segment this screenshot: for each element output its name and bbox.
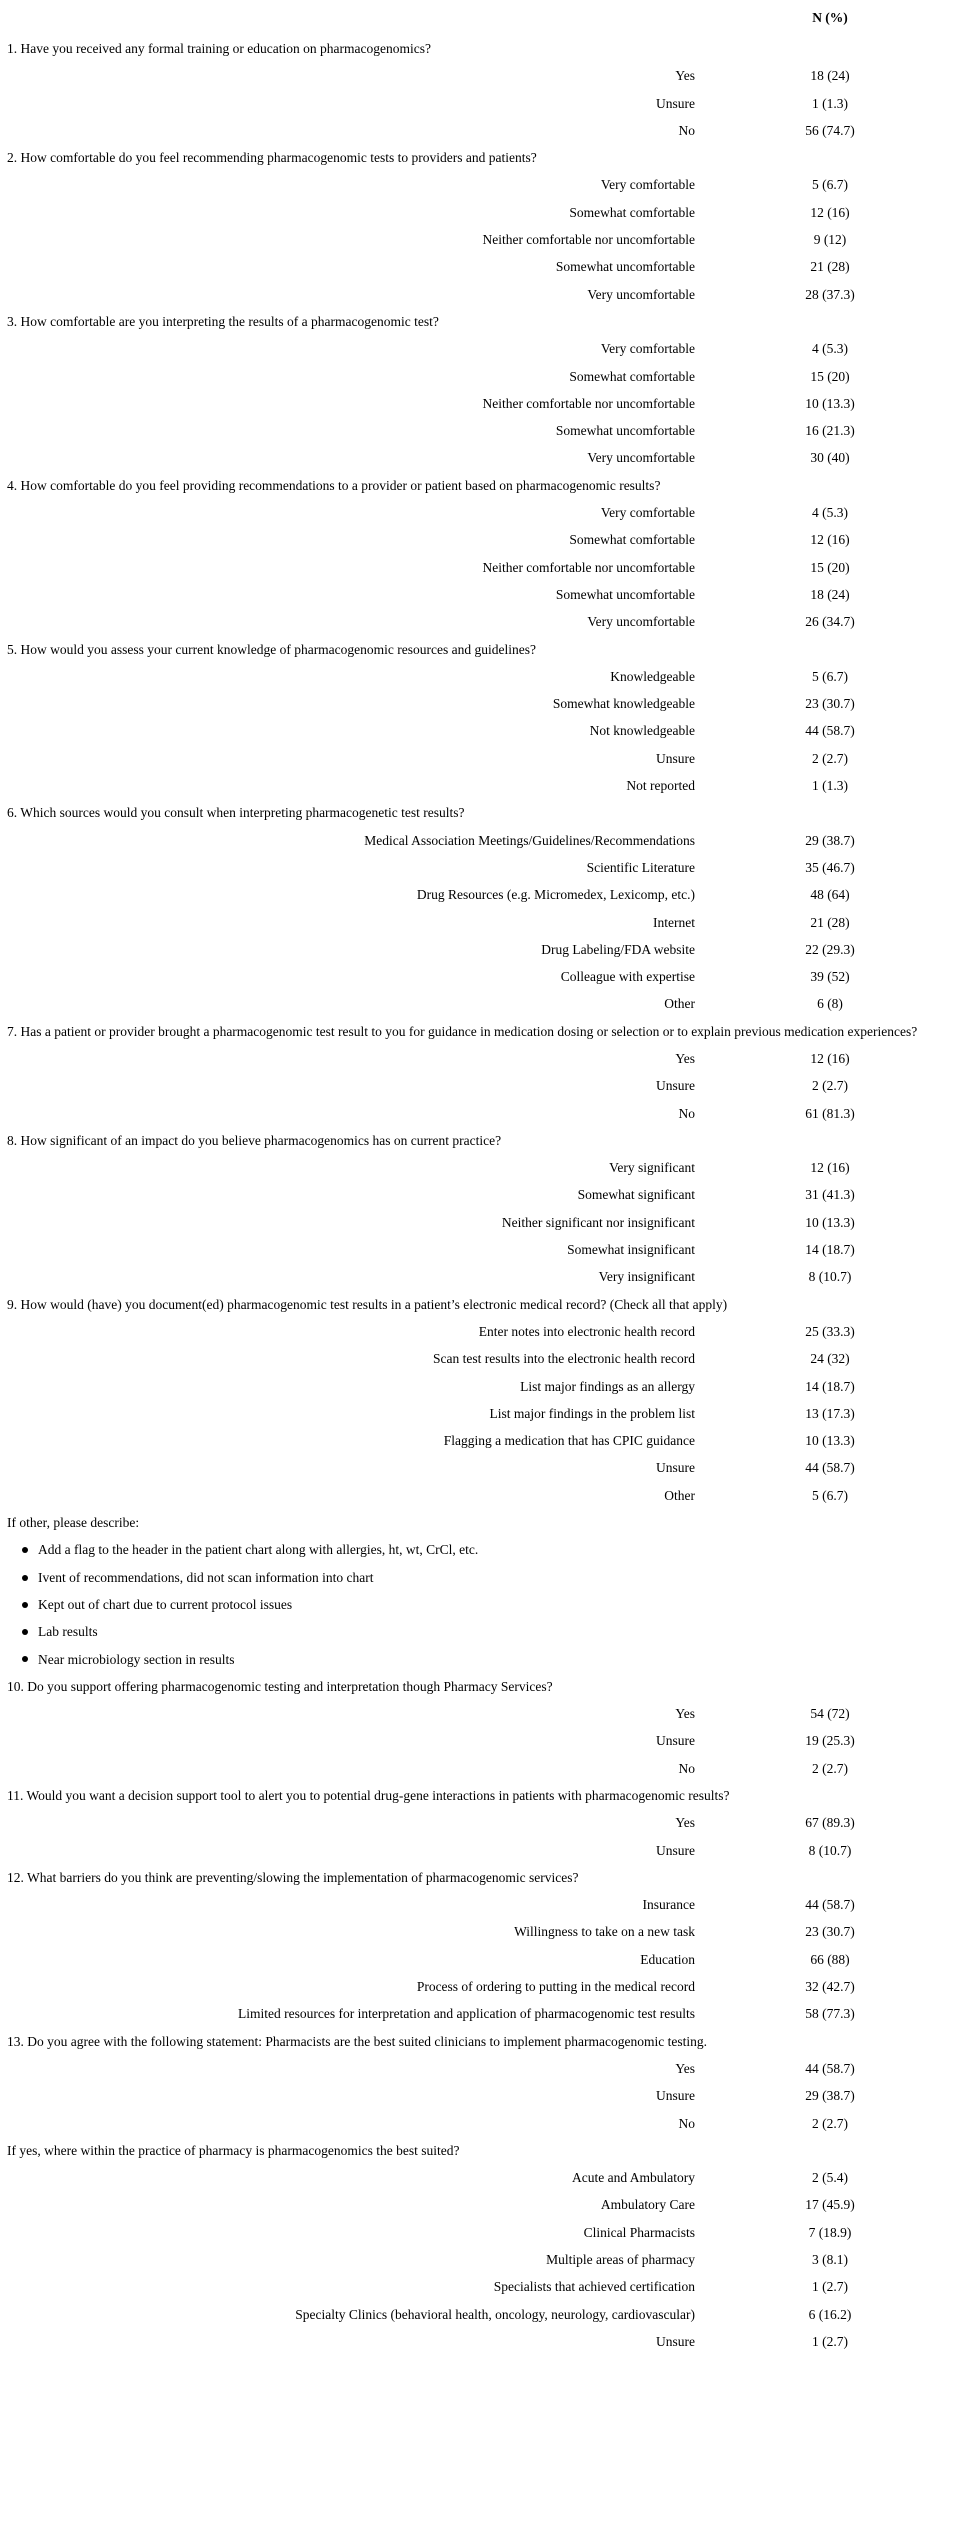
response-count: 12 (16)	[810, 1160, 850, 1176]
response-count: 58 (77.3)	[805, 2006, 855, 2022]
table-row	[0, 2219, 967, 2246]
table-row	[0, 1973, 967, 2000]
table-row	[0, 281, 967, 308]
table-row	[0, 1345, 967, 1372]
response-label: Unsure	[656, 750, 695, 766]
response-count: 35 (46.7)	[805, 859, 855, 875]
response-count: 61 (81.3)	[805, 1105, 855, 1121]
response-count: 9 (12)	[813, 232, 847, 248]
note-text: If yes, where within the practice of pharmacy is pharmacogenomics the best suited?	[7, 2142, 460, 2158]
response-count: 18 (24)	[810, 68, 850, 84]
response-label: Somewhat uncomfortable	[555, 423, 695, 439]
response-label: Neither comfortable nor uncomfortable	[482, 559, 695, 575]
list-item-text: Add a flag to the header in the patient chart along with allergies, ht, wt, CrCl, etc.	[38, 1542, 479, 1558]
response-count: 6 (16.2)	[808, 2306, 852, 2322]
table-row	[0, 663, 967, 690]
response-label: Yes	[675, 68, 695, 84]
response-label: Somewhat uncomfortable	[555, 586, 695, 602]
table-row	[0, 444, 967, 471]
table-row	[0, 2328, 967, 2355]
response-count: 1 (1.3)	[812, 95, 848, 111]
response-count: 15 (20)	[810, 559, 850, 575]
list-item	[0, 1564, 967, 1591]
response-label: Very uncomfortable	[587, 286, 695, 302]
response-count: 54 (72)	[810, 1706, 850, 1722]
table-row	[0, 1727, 967, 1754]
table-row	[0, 554, 967, 581]
table-row	[0, 717, 967, 744]
response-count: 22 (29.3)	[805, 941, 855, 957]
response-label: Acute and Ambulatory	[572, 2170, 695, 2186]
table-body	[0, 35, 967, 2355]
response-label: Medical Association Meetings/Guidelines/Recommendations	[364, 832, 695, 848]
response-label: Unsure	[656, 2333, 695, 2349]
response-label: Specialists that achieved certification	[493, 2279, 695, 2295]
list-item-text: Ivent of recommendations, did not scan information into chart	[38, 1569, 374, 1585]
table-row	[0, 827, 967, 854]
response-count: 26 (34.7)	[805, 614, 855, 630]
table-row	[0, 1263, 967, 1290]
response-label: Very uncomfortable	[587, 614, 695, 630]
question-text: 2. How comfortable do you feel recommending pharmacogenomic tests to providers and patients?	[7, 150, 537, 166]
response-count: 19 (25.3)	[805, 1733, 855, 1749]
n-percent-header: N (%)	[812, 10, 848, 25]
response-count: 1 (1.3)	[812, 778, 848, 794]
table-row	[0, 526, 967, 553]
response-label: Other	[664, 1487, 695, 1503]
response-count: 21 (28)	[810, 259, 850, 275]
response-label: Colleague with expertise	[560, 969, 695, 985]
response-count: 12 (16)	[810, 1050, 850, 1066]
table-row	[0, 690, 967, 717]
list-item-text: Kept out of chart due to current protocol issues	[38, 1596, 293, 1612]
question-text: 5. How would you assess your current knowledge of pharmacogenomic resources and guidelines?	[7, 641, 536, 657]
table-row	[0, 499, 967, 526]
response-label: Somewhat uncomfortable	[555, 259, 695, 275]
response-label: Somewhat comfortable	[569, 204, 695, 220]
response-count: 25 (33.3)	[805, 1323, 855, 1339]
table-row	[0, 335, 967, 362]
response-count: 3 (8.1)	[812, 2252, 848, 2268]
list-item	[0, 1646, 967, 1673]
table-row	[0, 1482, 967, 1509]
table-row	[0, 2301, 967, 2328]
response-label: No	[678, 1760, 695, 1776]
response-count: 1 (2.7)	[812, 2279, 848, 2295]
table-row	[0, 1918, 967, 1945]
response-label: Knowledgeable	[610, 668, 695, 684]
table-row	[0, 1045, 967, 1072]
response-count: 32 (42.7)	[805, 1979, 855, 1995]
table-header	[0, 8, 967, 35]
response-label: Very uncomfortable	[587, 450, 695, 466]
response-count: 39 (52)	[810, 969, 850, 985]
response-count: 2 (2.7)	[812, 2115, 848, 2131]
response-label: Unsure	[656, 95, 695, 111]
table-row	[0, 936, 967, 963]
bullet-icon	[22, 1575, 28, 1581]
table-row	[0, 1154, 967, 1181]
response-label: Insurance	[642, 1897, 695, 1913]
response-count: 13 (17.3)	[805, 1405, 855, 1421]
table-row	[0, 253, 967, 280]
table-row	[0, 117, 967, 144]
response-count: 67 (89.3)	[805, 1815, 855, 1831]
table-row	[0, 2164, 967, 2191]
response-count: 2 (2.7)	[812, 1760, 848, 1776]
response-count: 4 (5.3)	[812, 505, 848, 521]
response-count: 10 (13.3)	[805, 395, 855, 411]
response-label: Yes	[675, 1815, 695, 1831]
response-label: Neither comfortable nor uncomfortable	[482, 232, 695, 248]
response-label: Very significant	[609, 1160, 695, 1176]
table-row	[0, 1318, 967, 1345]
response-label: Very comfortable	[600, 505, 695, 521]
response-label: Unsure	[656, 1733, 695, 1749]
table-row	[0, 1946, 967, 1973]
response-count: 31 (41.3)	[805, 1187, 855, 1203]
table-row	[0, 90, 967, 117]
table-row	[0, 390, 967, 417]
response-count: 5 (6.7)	[812, 177, 848, 193]
table-row	[0, 772, 967, 799]
question-text: 7. Has a patient or provider brought a pharmacogenomic test result to you for guidance in medication dosing or selection or to explain previous medication experiences?	[7, 1023, 918, 1039]
table-row	[0, 2055, 967, 2082]
response-label: Unsure	[656, 1078, 695, 1094]
response-label: Very comfortable	[600, 177, 695, 193]
response-label: Other	[664, 996, 695, 1012]
response-count: 44 (58.7)	[805, 1460, 855, 1476]
response-count: 56 (74.7)	[805, 122, 855, 138]
question-text: 11. Would you want a decision support tool to alert you to potential drug-gene interactions in patients with pharmacogenomic results?	[7, 1788, 730, 1803]
response-count: 14 (18.7)	[805, 1378, 855, 1394]
table-row	[0, 2191, 967, 2218]
response-label: Ambulatory Care	[600, 2197, 695, 2213]
response-label: Very comfortable	[600, 341, 695, 357]
response-label: Scan test results into the electronic health record	[432, 1351, 695, 1367]
response-label: Yes	[675, 2060, 695, 2076]
response-count: 1 (2.7)	[812, 2333, 848, 2349]
response-label: Education	[640, 1951, 695, 1967]
question-text: 6. Which sources would you consult when interpreting pharmacogenetic test results?	[7, 805, 465, 821]
response-count: 30 (40)	[810, 450, 850, 466]
table-row	[0, 1072, 967, 1099]
table-row	[0, 1209, 967, 1236]
bullet-icon	[22, 1547, 28, 1553]
table-row	[0, 881, 967, 908]
response-label: Clinical Pharmacists	[583, 2224, 695, 2240]
table-row	[0, 417, 967, 444]
bullet-icon	[22, 1629, 28, 1635]
response-count: 2 (2.7)	[812, 1078, 848, 1094]
response-count: 7 (18.9)	[808, 2224, 852, 2240]
table-row	[0, 226, 967, 253]
response-count: 12 (16)	[810, 532, 850, 548]
response-count: 23 (30.7)	[805, 1924, 855, 1940]
table-row	[0, 1809, 967, 1836]
response-count: 44 (58.7)	[805, 2060, 855, 2076]
response-count: 14 (18.7)	[805, 1242, 855, 1258]
question-text: 12. What barriers do you think are preventing/slowing the implementation of pharmacogenomic services?	[7, 1869, 579, 1885]
table-row	[0, 363, 967, 390]
response-label: Enter notes into electronic health record	[478, 1323, 695, 1339]
response-label: Somewhat insignificant	[567, 1242, 695, 1258]
question-text: 9. How would (have) you document(ed) pharmacogenomic test results in a patient’s electronic medical record? (Check all that apply)	[7, 1296, 728, 1312]
response-count: 17 (45.9)	[805, 2197, 855, 2213]
table-row	[0, 963, 967, 990]
response-label: Somewhat significant	[577, 1187, 695, 1203]
bullet-icon	[22, 1656, 28, 1662]
question-text: 1. Have you received any formal training or education on pharmacogenomics?	[7, 41, 431, 56]
table-row	[0, 608, 967, 635]
table-row	[0, 1755, 967, 1782]
table-row	[0, 1400, 967, 1427]
response-label: Drug Labeling/FDA website	[541, 941, 695, 957]
response-label: Neither significant nor insignificant	[501, 1214, 695, 1230]
response-label: Somewhat knowledgeable	[552, 696, 695, 712]
response-count: 5 (6.7)	[812, 668, 848, 684]
response-label: Yes	[675, 1050, 695, 1066]
response-label: List major findings as an allergy	[520, 1378, 695, 1394]
response-label: Unsure	[656, 1460, 695, 1476]
response-label: Neither comfortable nor uncomfortable	[482, 395, 695, 411]
response-label: No	[678, 2115, 695, 2131]
response-count: 23 (30.7)	[805, 696, 855, 712]
response-count: 29 (38.7)	[805, 2088, 855, 2104]
table-row	[0, 2246, 967, 2273]
response-count: 2 (2.7)	[812, 750, 848, 766]
response-count: 44 (58.7)	[805, 723, 855, 739]
table-row	[0, 1100, 967, 1127]
question-text: 4. How comfortable do you feel providing recommendations to a provider or patient based on pharmacogenomic results?	[7, 477, 661, 493]
response-label: Yes	[675, 1706, 695, 1722]
response-label: Limited resources for interpretation and application of pharmacogenomic test results	[238, 2006, 695, 2022]
response-label: Drug Resources (e.g. Micromedex, Lexicomp, etc.)	[416, 887, 695, 903]
table-row	[0, 990, 967, 1017]
question-text: 3. How comfortable are you interpreting the results of a pharmacogenomic test?	[7, 313, 439, 329]
response-count: 10 (13.3)	[805, 1214, 855, 1230]
table-row	[0, 2273, 967, 2300]
table-row	[0, 1181, 967, 1208]
table-row	[0, 909, 967, 936]
table-row	[0, 1891, 967, 1918]
table-row	[0, 1236, 967, 1263]
table-row	[0, 854, 967, 881]
response-label: Somewhat comfortable	[569, 532, 695, 548]
response-label: Multiple areas of pharmacy	[546, 2252, 695, 2268]
response-count: 16 (21.3)	[805, 423, 855, 439]
note-text: If other, please describe:	[7, 1515, 140, 1531]
table-row	[0, 2082, 967, 2109]
response-count: 18 (24)	[810, 586, 850, 602]
bullet-icon	[22, 1602, 28, 1608]
table-row	[0, 1373, 967, 1400]
table-row	[0, 2000, 967, 2027]
table-row	[0, 2110, 967, 2137]
response-label: List major findings in the problem list	[489, 1405, 695, 1421]
table-row	[0, 171, 967, 198]
response-label: No	[678, 122, 695, 138]
response-count: 2 (5.4)	[812, 2170, 848, 2186]
response-count: 5 (6.7)	[812, 1487, 848, 1503]
list-item-text: Near microbiology section in results	[38, 1651, 235, 1667]
table-row	[0, 1454, 967, 1481]
response-count: 4 (5.3)	[812, 341, 848, 357]
table-row	[0, 199, 967, 226]
response-count: 8 (10.7)	[808, 1269, 852, 1285]
question-text: 10. Do you support offering pharmacogenomic testing and interpretation though Pharmacy Services?	[7, 1678, 553, 1694]
list-item	[0, 1618, 967, 1645]
response-count: 29 (38.7)	[805, 832, 855, 848]
response-label: Somewhat comfortable	[569, 368, 695, 384]
response-count: 66 (88)	[810, 1951, 850, 1967]
table-row	[0, 581, 967, 608]
response-label: Process of ordering to putting in the medical record	[416, 1979, 695, 1995]
table-row	[0, 62, 967, 89]
table-row	[0, 1837, 967, 1864]
response-label: Not reported	[626, 778, 695, 794]
list-item-text: Lab results	[38, 1624, 98, 1640]
response-count: 28 (37.3)	[805, 286, 855, 302]
response-count: 10 (13.3)	[805, 1433, 855, 1449]
response-count: 24 (32)	[810, 1351, 850, 1367]
response-count: 48 (64)	[810, 887, 850, 903]
response-label: Very insignificant	[598, 1269, 695, 1285]
response-count: 8 (10.7)	[808, 1842, 852, 1858]
response-label: No	[678, 1105, 695, 1121]
response-count: 15 (20)	[810, 368, 850, 384]
response-count: 12 (16)	[810, 204, 850, 220]
response-label: Scientific Literature	[586, 859, 695, 875]
response-label: Unsure	[656, 2088, 695, 2104]
question-text: 8. How significant of an impact do you believe pharmacogenomics has on current practice?	[7, 1132, 502, 1148]
response-count: 21 (28)	[810, 914, 850, 930]
list-item	[0, 1536, 967, 1563]
table-row	[0, 1427, 967, 1454]
response-count: 44 (58.7)	[805, 1897, 855, 1913]
response-label: Internet	[653, 914, 695, 930]
table-row	[0, 745, 967, 772]
response-label: Not knowledgeable	[589, 723, 695, 739]
list-item	[0, 1591, 967, 1618]
response-count: 6 (8)	[817, 996, 843, 1012]
response-label: Unsure	[656, 1842, 695, 1858]
question-text: 13. Do you agree with the following statement: Pharmacists are the best suited clinicians to implement pharmacogenomic testing.	[7, 2033, 707, 2049]
response-label: Flagging a medication that has CPIC guidance	[443, 1433, 695, 1449]
response-label: Willingness to take on a new task	[514, 1924, 695, 1940]
table-row	[0, 1700, 967, 1727]
response-label: Specialty Clinics (behavioral health, oncology, neurology, cardiovascular)	[295, 2306, 695, 2322]
